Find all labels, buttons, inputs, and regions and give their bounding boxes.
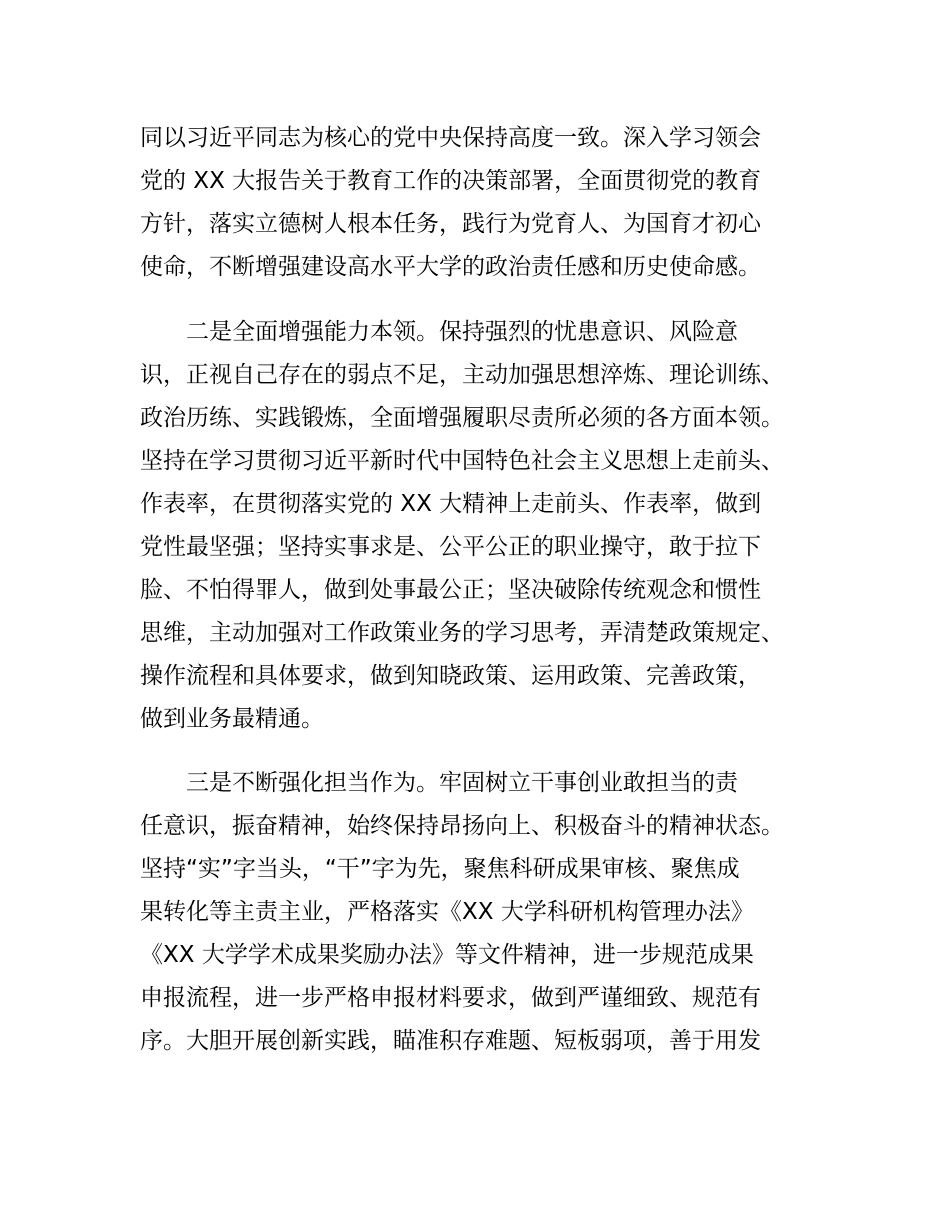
text-line: 二是全面增强能力本领。保持强烈的忧患意识、风险意 [140, 319, 738, 345]
text-line: 使命，不断增强建设高水平大学的政治责任感和历史使命感。 [140, 254, 761, 280]
text-line: 果转化等主责主业，严格落实《XX 大学科研机构管理办法》 [140, 899, 754, 925]
text-line: 方针，落实立德树人根本任务，践行为党育人、为国育才初心 [140, 211, 761, 237]
text-line: 申报流程，进一步严格申报材料要求，做到严谨细致、规范有 [140, 985, 761, 1011]
paragraph-capability [140, 311, 820, 741]
text-line: 识，正视自己存在的弱点不足，主动加强思想淬炼、理论训练、 [140, 362, 784, 388]
text-line: 思维，主动加强对工作政策业务的学习思考，弄清楚政策规定、 [140, 620, 784, 646]
text-line: 序。大胆开展创新实践，瞄准积存难题、短板弱项，善于用发 [140, 1028, 761, 1054]
text-line: 操作流程和具体要求，做到知晓政策、运用政策、完善政策， [140, 663, 761, 689]
text-line: 坚持“实”字当头，“干”字为先，聚焦科研成果审核、聚焦成 [140, 856, 740, 882]
text-line: 政治历练、实践锻炼，全面增强履职尽责所必须的各方面本领。 [140, 405, 784, 431]
text-line: 党性最坚强；坚持实事求是、公平公正的职业操守，敢于拉下 [140, 534, 761, 560]
text-line: 作表率，在贯彻落实党的 XX 大精神上走前头、作表率，做到 [140, 491, 762, 517]
text-line: 脸、不怕得罪人，做到处事最公正；坚决破除传统观念和惯性 [140, 577, 761, 603]
text-line: 坚持在学习贯彻习近平新时代中国特色社会主义思想上走前头、 [140, 448, 784, 474]
text-line: 三是不断强化担当作为。牢固树立干事创业敢担当的责 [140, 770, 738, 796]
paragraph-party-alignment [140, 117, 820, 289]
paragraph-responsibility [140, 762, 820, 1063]
text-line: 做到业务最精通。 [140, 706, 324, 732]
text-line: 《XX 大学学术成果奖励办法》等文件精神，进一步规范成果 [140, 942, 754, 968]
text-line: 同以习近平同志为核心的党中央保持高度一致。深入学习领会 [140, 125, 761, 151]
text-line: 党的 XX 大报告关于教育工作的决策部署，全面贯彻党的教育 [140, 168, 762, 194]
text-line: 任意识，振奋精神，始终保持昂扬向上、积极奋斗的精神状态。 [140, 813, 784, 839]
